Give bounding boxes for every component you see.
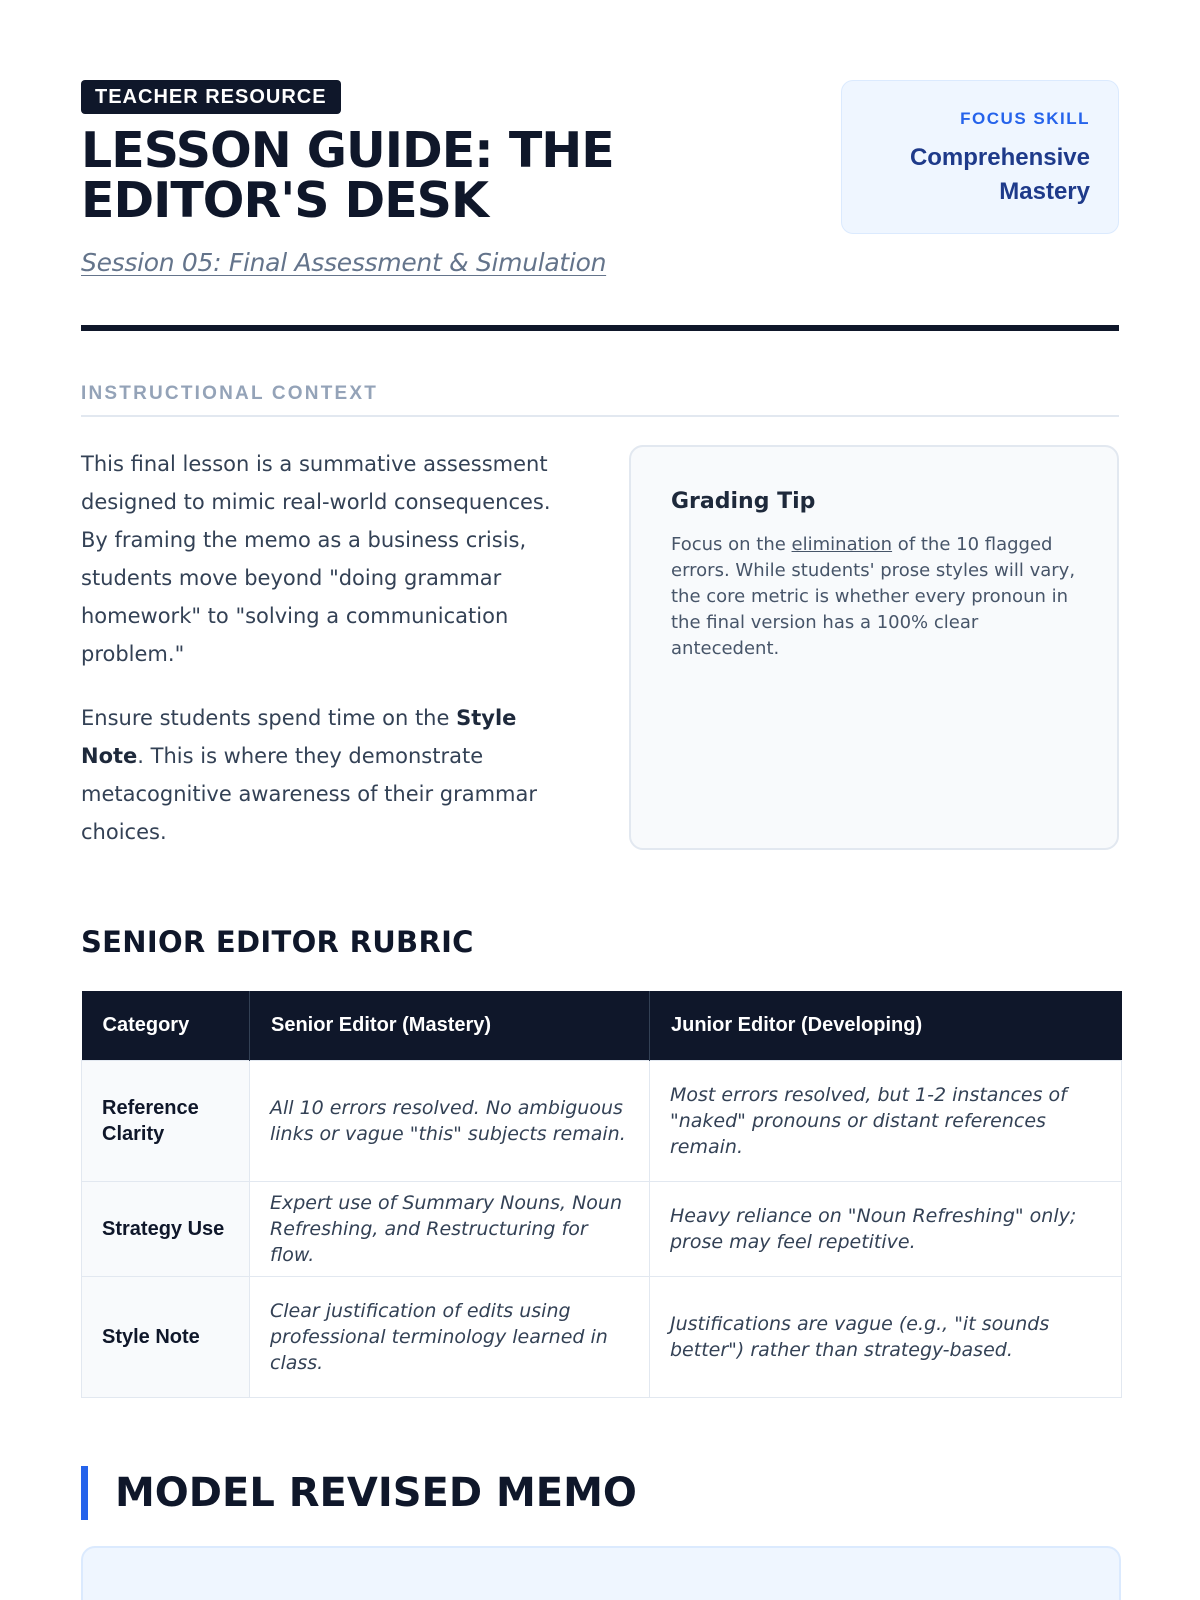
style-note-emphasis: Style Note <box>81 706 517 768</box>
grading-tip-card <box>629 445 1119 850</box>
rubric-category-cell: Style Note <box>82 1277 250 1398</box>
rubric-title: SENIOR EDITOR RUBRIC <box>81 925 474 959</box>
rubric-header-category: Category <box>82 991 250 1061</box>
rubric-header-mastery: Senior Editor (Mastery) <box>250 991 650 1061</box>
model-memo-title: MODEL REVISED MEMO <box>115 1470 637 1516</box>
elimination-emphasis: elimination <box>791 534 893 555</box>
grading-tip-body <box>671 532 1077 662</box>
rubric-developing-cell: Justifications are vague (e.g., "it sounds better") rather than strategy-based. <box>650 1277 1122 1398</box>
model-memo-heading <box>81 1466 1119 1520</box>
grading-tip-title: Grading Tip <box>671 489 816 514</box>
page-header <box>81 80 1119 325</box>
rubric-header-row <box>82 991 1122 1061</box>
rubric-developing-cell: Most errors resolved, but 1-2 instances of "naked" pronouns or distant references remain. <box>650 1061 1122 1182</box>
page-title: LESSON GUIDE: THE EDITOR'S DESK <box>81 122 614 229</box>
rubric-table <box>81 991 1122 1398</box>
tip-body-start: Focus on the <box>671 534 792 555</box>
rubric-mastery-cell: All 10 errors resolved. No ambiguous links or vague "this" subjects remain. <box>250 1061 650 1182</box>
session-subtitle: Session 05: Final Assessment & Simulation <box>81 248 607 277</box>
rubric-mastery-cell: Clear justification of edits using professional terminology learned in class. <box>250 1277 650 1398</box>
rubric-category-cell: Reference Clarity <box>82 1061 250 1182</box>
rubric-header-developing: Junior Editor (Developing) <box>650 991 1122 1061</box>
header-divider <box>81 325 1119 331</box>
instructional-context-label: INSTRUCTIONAL CONTEXT <box>81 383 1119 417</box>
context-paragraph-1: This final lesson is a summative assessment designed to mimic real-world consequences. By framing the memo as a business crisis, students move beyond "doing grammar homework" to "solving a communication problem." <box>81 452 551 666</box>
heading-accent-bar <box>81 1466 88 1520</box>
instructional-context <box>81 445 1119 855</box>
rubric-mastery-cell: Expert use of Summary Nouns, Noun Refreshing, and Restructuring for flow. <box>250 1182 650 1277</box>
tip-body-end: of the 10 flagged errors. While students' prose styles will vary, the core metric is whether every pronoun in the final version has a 100% clear antecedent. <box>671 534 1076 659</box>
model-memo-box <box>81 1546 1121 1600</box>
focus-skill-label: FOCUS SKILL <box>960 109 1090 128</box>
context-paragraph-2-start: Ensure students spend time on the <box>81 706 457 730</box>
table-row <box>82 1277 1122 1398</box>
focus-skill-value: Comprehensive Mastery <box>909 144 1090 205</box>
rubric-developing-cell: Heavy reliance on "Noun Refreshing" only; prose may feel repetitive. <box>650 1182 1122 1277</box>
context-paragraph-2 <box>81 699 581 851</box>
table-row <box>82 1182 1122 1277</box>
rubric-category-cell: Strategy Use <box>82 1182 250 1277</box>
context-text <box>81 445 581 877</box>
context-paragraph-2-end: . This is where they demonstrate metacognitive awareness of their grammar choices. <box>81 744 538 844</box>
table-row <box>82 1061 1122 1182</box>
resource-badge: TEACHER RESOURCE <box>81 80 341 114</box>
focus-skill-card <box>841 80 1119 234</box>
